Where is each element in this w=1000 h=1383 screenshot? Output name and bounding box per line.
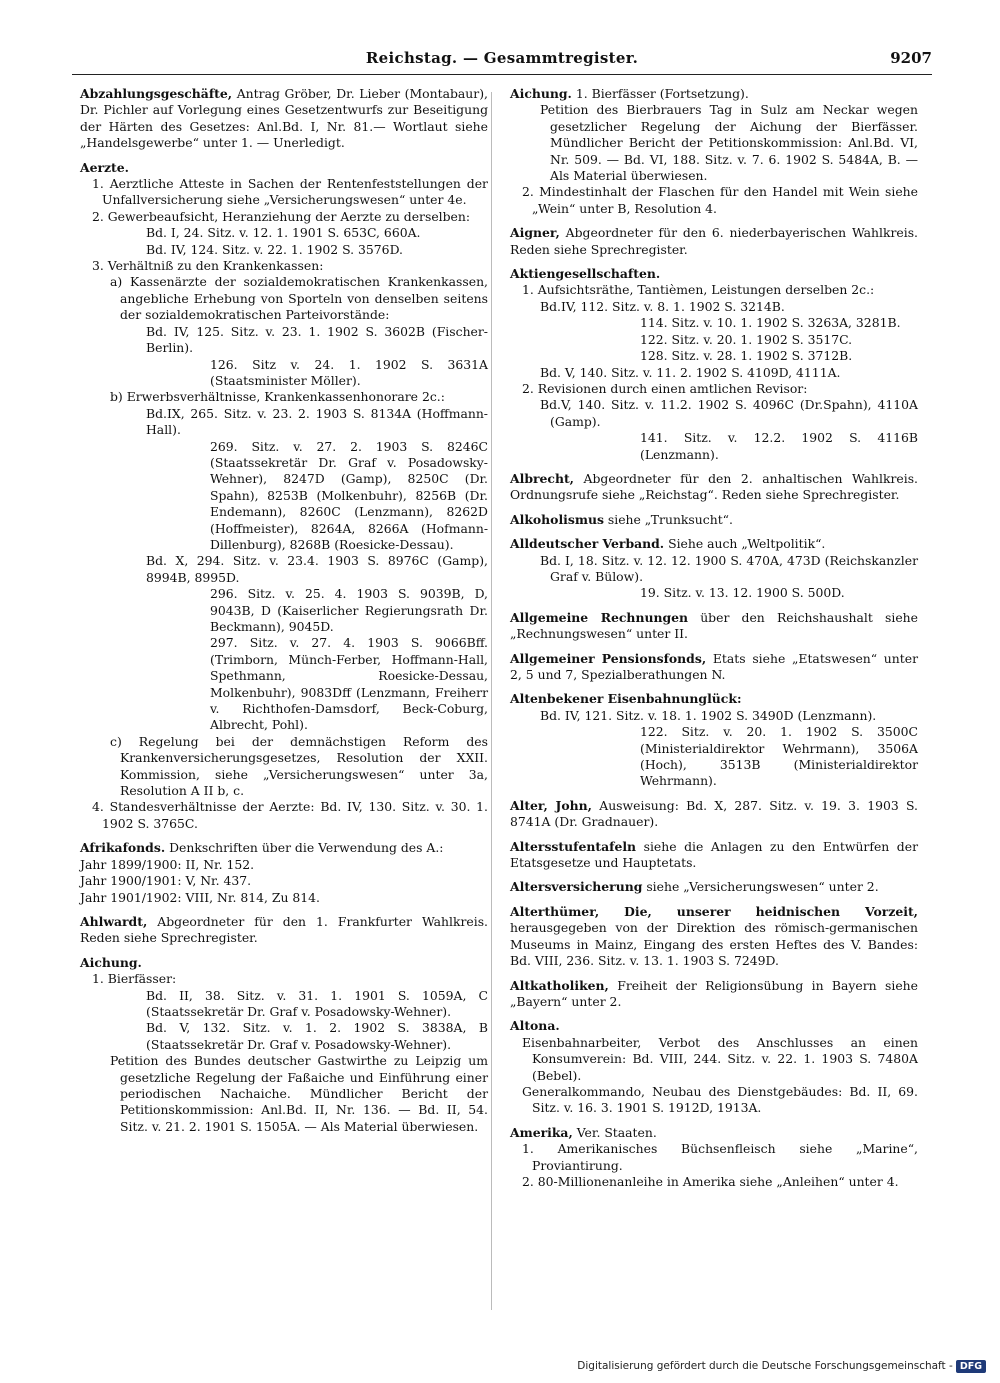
entry-line — [510, 512, 918, 528]
column-divider — [491, 92, 492, 1310]
register-entry — [80, 914, 488, 947]
entry-heading-line — [510, 1018, 918, 1034]
entry-line — [80, 734, 488, 800]
register-entry — [510, 225, 918, 258]
entry-heading-line — [510, 691, 918, 707]
entry-headword: Alterthümer, Die, unserer heidnischen Vorzeit, — [510, 903, 918, 919]
entry-line — [80, 176, 488, 209]
entry-text: siehe die Anlagen zu den Entwürfen der Etatsgesetze und Hauptetats. — [510, 838, 918, 871]
entry-line — [80, 988, 488, 1021]
entry-line — [510, 332, 918, 348]
register-entry — [80, 160, 488, 833]
entry-text: 19. Sitz. v. 13. 12. 1900 S. 500D. — [640, 585, 845, 601]
entry-text: Bd. I, 18. Sitz. v. 12. 12. 1900 S. 470A, 473D (Reichskanzler Graf v. Bülow). — [540, 552, 918, 584]
entry-line — [510, 315, 918, 331]
entry-line — [80, 840, 488, 856]
entry-text: siehe „Trunksucht“. — [607, 511, 733, 527]
entry-line — [80, 324, 488, 357]
page-number: 9207 — [890, 49, 932, 67]
entry-line — [80, 209, 488, 225]
entry-text: Bd. IV, 124. Sitz. v. 22. 1. 1902 S. 3576D. — [146, 241, 403, 257]
entry-line — [510, 978, 918, 1011]
entry-line — [510, 904, 918, 970]
entry-text: 2. Mindestinhalt der Flaschen für den Handel mit Wein siehe „Wein“ unter B, Resolution 4. — [522, 184, 918, 216]
entry-text: Freiheit der Religionsübung in Bayern siehe „Bayern“ unter 2. — [510, 977, 918, 1009]
entry-text: a) Kassenärzte der sozialdemokratischen Krankenkassen, angebliche Erhebung von Sporteln von denselben seitens der sozialdemokratischen Parteivorstände: — [110, 274, 488, 323]
entry-text: Bd. IV, 125. Sitz. v. 23. 1. 1902 S. 3602B (Fischer-Berlin). — [146, 323, 488, 356]
entry-text: 122. Sitz. v. 20. 1. 1902 S. 3517C. — [640, 331, 853, 347]
entry-text: 2. Gewerbeaufsicht, Heranziehung der Aerzte zu derselben: — [92, 208, 471, 224]
entry-line — [80, 635, 488, 733]
entry-headword: Alkoholismus — [510, 511, 604, 527]
entry-line — [510, 724, 918, 790]
entry-heading-line — [80, 955, 488, 971]
entry-text: 296. Sitz. v. 25. 4. 1903 S. 9039B, D, 9043B, D (Kaiserlicher Regierungsrath Dr. Beckmann), 9045D. — [210, 586, 488, 634]
entry-text: Bd.V, 140. Sitz. v. 11.2. 1902 S. 4096C (Dr.Spahn), 4110A (Gamp). — [540, 397, 918, 429]
entry-line — [510, 1035, 918, 1084]
entry-text: Siehe auch „Weltpolitik“. — [668, 536, 826, 552]
entry-headword: Allgemeiner Pensionsfonds, — [510, 650, 707, 666]
register-entry — [510, 691, 918, 789]
entry-line — [80, 258, 488, 274]
entry-line — [80, 225, 488, 241]
entry-text: Ausweisung: Bd. X, 287. Sitz. v. 19. 3. 1903 S. 8741A (Dr. Gradnauer). — [510, 797, 918, 830]
entry-line — [80, 357, 488, 390]
entry-line — [80, 553, 488, 586]
entry-text: 126. Sitz v. 24. 1. 1902 S. 3631A (Staatsminister Möller). — [210, 356, 488, 388]
header-rule — [72, 74, 932, 75]
entry-line — [80, 971, 488, 987]
entry-text: 128. Sitz. v. 28. 1. 1902 S. 3712B. — [640, 348, 853, 364]
entry-line — [510, 430, 918, 463]
register-entry — [510, 610, 918, 643]
entry-text: herausgegeben von der Direktion des römisch-germanischen Museums in Mainz, Eingang des ersten Heftes des V. Bandes: Bd. VIII, 236. Sitz. v. 13. 1. 1903 S. 7249D. — [510, 920, 918, 969]
entry-text: 1. Aerztliche Atteste in Sachen der Rentenfeststellungen der Unfallversicherung siehe „Versicherungswesen“ unter 4e. — [92, 176, 488, 208]
entry-line — [80, 799, 488, 832]
entry-text: 122. Sitz. v. 20. 1. 1902 S. 3500C (Ministerialdirektor Wehrmann), 3506A (Hoch), 3513B (Ministerialdirektor Wehrmann). — [640, 724, 918, 789]
entry-headword: Afrikafonds. — [80, 840, 166, 856]
entry-text: Jahr 1900/1901: V, Nr. 437. — [80, 873, 252, 889]
register-entry — [80, 86, 488, 152]
entry-text: Jahr 1899/1900: II, Nr. 152. — [80, 856, 255, 872]
entry-text: 3. Verhältniß zu den Krankenkassen: — [92, 258, 324, 274]
entry-line — [510, 348, 918, 364]
entry-line — [510, 184, 918, 217]
entry-text: Generalkommando, Neubau des Dienstgebäudes: Bd. II, 69. Sitz. v. 16. 3. 1901 S. 1912D, 1913A. — [522, 1083, 918, 1116]
entry-text: Bd. X, 294. Sitz. v. 23.4. 1903 S. 8976C (Gamp), 8994B, 8995D. — [146, 553, 488, 585]
dfg-logo: DFG — [956, 1360, 986, 1373]
entry-headword: Alldeutscher Verband. — [510, 536, 665, 552]
entry-text: Bd. V, 140. Sitz. v. 11. 2. 1902 S. 4109D, 4111A. — [540, 364, 841, 380]
entry-line — [510, 651, 918, 684]
entry-text: b) Erwerbsverhältnisse, Krankenkassenhonorare 2c.: — [110, 389, 445, 405]
register-entry — [510, 798, 918, 831]
entry-line — [510, 879, 918, 895]
entry-headword: Aichung. — [80, 954, 142, 970]
entry-headword: Allgemeine Rechnungen — [510, 609, 689, 625]
register-entry — [510, 879, 918, 895]
entry-headword: Altona. — [510, 1018, 560, 1034]
register-entry — [510, 471, 918, 504]
entry-text: 4. Standesverhältnisse der Aerzte: Bd. IV, 130. Sitz. v. 30. 1. 1902 S. 3765C. — [92, 799, 488, 831]
entry-line — [510, 1084, 918, 1117]
right-column — [510, 86, 918, 1198]
entry-heading-line — [80, 160, 488, 176]
entry-line — [510, 585, 918, 601]
entry-line — [510, 471, 918, 504]
entry-text: Bd. V, 132. Sitz. v. 1. 2. 1902 S. 3838A, B (Staatssekretär Dr. Graf v. Posadowsky-Wehner). — [146, 1020, 488, 1052]
register-entry — [80, 955, 488, 1135]
entry-text: 297. Sitz. v. 27. 4. 1903 S. 9066Bff. (Trimborn, Münch-Ferber, Hoffmann-Hall, Spethmann, Roesicke-Dessau, Molkenbuhr), 9083Dff (Lenzmann, Freiherr v. Richthofen-Damsdorf, Beck-Coburg, Albrecht, Pohl). — [210, 635, 488, 733]
entry-text: 1. Amerikanisches Büchsenfleisch siehe „Marine“, Proviantirung. — [522, 1141, 918, 1173]
entry-line — [510, 798, 918, 831]
entry-headword: Altersstufentafeln — [510, 838, 637, 854]
credit-text: Digitalisierung gefördert durch die Deutsche Forschungsgemeinschaft - — [577, 1360, 953, 1372]
entry-headword: Amerika, — [510, 1124, 573, 1140]
register-entry — [80, 840, 488, 906]
entry-line — [510, 610, 918, 643]
entry-line — [80, 439, 488, 554]
entry-line — [80, 406, 488, 439]
entry-headword: Abzahlungsgeschäfte, — [80, 86, 233, 101]
entry-line — [80, 586, 488, 635]
entry-text: c) Regelung bei der demnächstigen Reform des Krankenversicherungsgesetzes, Resolution der XXII. Kommission, siehe „Versicherungswesen“ unter 3a, Resolution A II b, c. — [110, 733, 488, 799]
page-header — [72, 47, 932, 75]
entry-line — [80, 274, 488, 323]
entry-line — [510, 536, 918, 552]
entry-line — [80, 914, 488, 947]
entry-text: 1. Bierfässer (Fortsetzung). — [575, 86, 749, 101]
entry-headword: Aigner, — [510, 225, 560, 241]
entry-headword: Aktiengesellschaften. — [510, 266, 661, 282]
entry-text: Bd. IV, 121. Sitz. v. 18. 1. 1902 S. 3490D (Lenzmann). — [540, 707, 877, 723]
entry-line — [80, 1053, 488, 1135]
entry-text: Abgeordneter für den 1. Frankfurter Wahlkreis. Reden siehe Sprechregister. — [80, 913, 488, 946]
entry-text: 1. Bierfässer: — [92, 971, 177, 987]
entry-line — [80, 242, 488, 258]
register-entry — [510, 651, 918, 684]
entry-heading-line — [510, 266, 918, 282]
entry-text: Bd.IX, 265. Sitz. v. 23. 2. 1903 S. 8134A (Hoffmann-Hall). — [146, 405, 488, 438]
entry-text: 141. Sitz. v. 12.2. 1902 S. 4116B (Lenzmann). — [640, 430, 918, 462]
entry-line — [510, 1125, 918, 1141]
entry-line — [80, 857, 488, 873]
entry-text: Ver. Staaten. — [576, 1124, 657, 1140]
entry-line — [510, 839, 918, 872]
register-entry — [510, 266, 918, 463]
register-entry — [510, 978, 918, 1011]
entry-text: Petition des Bundes deutscher Gastwirthe zu Leipzig um gesetzliche Regelung der Faßaiche und Einführung einer periodischen Nachaiche. Mündlicher Bericht der Petitionskommission: Anl.Bd. II, Nr. 136. — Bd. II, 54. Sitz. v. 21. 2. 1901 S. 1505A. — Als Material überwiesen. — [110, 1053, 488, 1134]
entry-line — [80, 873, 488, 889]
entry-text: Bd. II, 38. Sitz. v. 31. 1. 1901 S. 1059A, C (Staatssekretär Dr. Graf v. Posadowsky-Wehner). — [146, 987, 488, 1019]
register-entry — [510, 1125, 918, 1191]
entry-text: 269. Sitz. v. 27. 2. 1903 S. 8246C (Staatssekretär Dr. Graf v. Posadowsky-Wehner), 8247D (Gamp), 8250C (Dr. Spahn), 8253B (Molkenbuhr), 8256B (Dr. Endemann), 8260C (Lenzmann), 8262D (Hoffmeister), 8264A, 8266A (Hofmann-Dillenburg), 8268B (Roesicke-Dessau). — [210, 438, 488, 552]
entry-text: siehe „Versicherungswesen“ unter 2. — [646, 879, 879, 895]
entry-text: Antrag Gröber, Dr. Lieber (Montabaur), Dr. Pichler auf Vorlegung eines Gesetzentwurfs zur Beseitigung der Härten des Gesetzes: Anl.Bd. I, Nr. 81.— Wortlaut siehe „Handelsgewerbe“ unter 1. — Unerledigt. — [80, 86, 488, 151]
entry-headword: Ahlwardt, — [80, 913, 148, 929]
register-entry — [510, 512, 918, 528]
entry-line — [510, 708, 918, 724]
entry-headword: Altersversicherung — [510, 879, 643, 895]
entry-line — [510, 225, 918, 258]
running-title: Reichstag. — Gesammtregister. — [365, 49, 639, 67]
entry-text: Petition des Bierbrauers Tag in Sulz am Neckar wegen gesetzlicher Regelung der Aichung der Bierfässer. Mündlicher Bericht der Petitionskommission: Anl.Bd. VI, Nr. 509. — Bd. VI, 188. Sitz. v. 7. 6. 1902 S. 5484A, B. — Als Material überwiesen. — [540, 102, 918, 184]
register-entry — [510, 839, 918, 872]
entry-text: Bd. I, 24. Sitz. v. 12. 1. 1901 S. 653C, 660A. — [146, 225, 421, 241]
entry-line — [510, 299, 918, 315]
entry-text: Etats siehe „Etatswesen“ unter 2, 5 und 7, Spezialberathungen N. — [510, 650, 918, 682]
entry-text: Eisenbahnarbeiter, Verbot des Anschlusses an einen Konsumverein: Bd. VIII, 244. Sitz. v. 22. 1. 1903 S. 7480A (Bebel). — [522, 1034, 918, 1083]
register-entry — [510, 904, 918, 970]
entry-headword: Albrecht, — [510, 470, 574, 486]
entry-headword: Alter, John, — [510, 797, 592, 813]
entry-line — [510, 282, 918, 298]
entry-headword: Aichung. — [510, 86, 572, 101]
entry-text: Jahr 1901/1902: VIII, Nr. 814, Zu 814. — [80, 889, 320, 905]
entry-line — [510, 365, 918, 381]
entry-text: 114. Sitz. v. 10. 1. 1902 S. 3263A, 3281B. — [640, 315, 901, 331]
entry-text: 2. 80-Millionenanleihe in Amerika siehe „Anleihen“ unter 4. — [522, 1173, 899, 1189]
register-entry — [510, 1018, 918, 1116]
entry-line — [510, 102, 918, 184]
entry-text: Abgeordneter für den 6. niederbayerischen Wahlkreis. Reden siehe Sprechregister. — [510, 225, 918, 257]
entry-line — [80, 890, 488, 906]
digitization-credit — [577, 1360, 986, 1373]
entry-text: 2. Revisionen durch einen amtlichen Revisor: — [522, 380, 808, 396]
entry-line — [510, 397, 918, 430]
entry-line — [510, 381, 918, 397]
entry-line — [80, 1020, 488, 1053]
entry-headword: Altkatholiken, — [510, 977, 609, 993]
register-entry — [510, 536, 918, 602]
entry-text: Abgeordneter für den 2. anhaltischen Wahlkreis. Ordnungsrufe siehe „Reichstag“. Reden siehe Sprechregister. — [510, 470, 918, 503]
entry-headword: Aerzte. — [80, 159, 129, 175]
entry-line — [510, 1174, 918, 1190]
entry-line — [510, 86, 918, 102]
entry-text: Denkschriften über die Verwendung des A.: — [169, 840, 444, 856]
entry-text: 1. Aufsichtsräthe, Tantièmen, Leistungen derselben 2c.: — [522, 282, 875, 298]
entry-line — [510, 553, 918, 586]
register-entry — [510, 86, 918, 217]
entry-line — [80, 86, 488, 152]
left-column — [80, 86, 488, 1143]
entry-headword: Altenbekener Eisenbahnunglück: — [510, 691, 742, 707]
entry-line — [80, 389, 488, 405]
entry-text: Bd.IV, 112. Sitz. v. 8. 1. 1902 S. 3214B. — [540, 298, 785, 314]
entry-line — [510, 1141, 918, 1174]
entry-text: über den Reichshaushalt siehe „Rechnungswesen“ unter II. — [510, 609, 918, 642]
